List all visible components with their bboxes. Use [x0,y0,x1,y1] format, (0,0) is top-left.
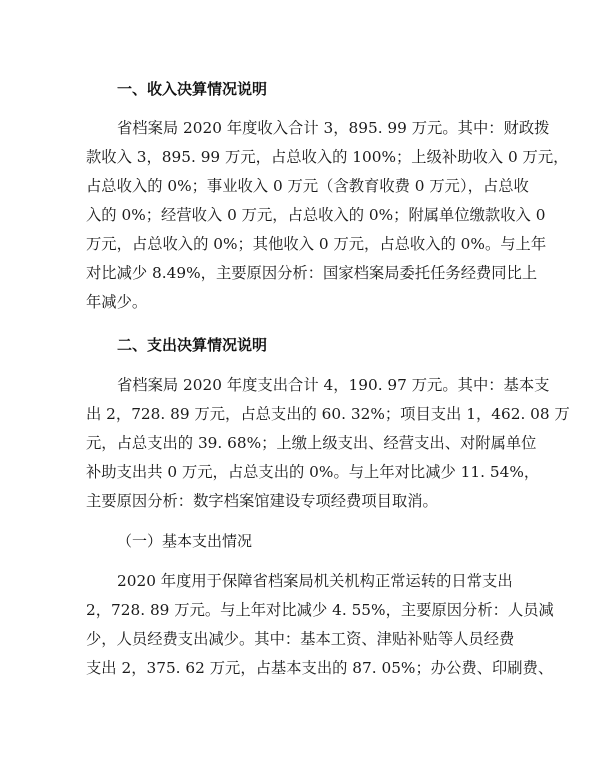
basic-expenditure-subheading: （一）基本支出情况 [117,532,253,550]
expenditure-line: 元，占总支出的 39. 68%；上缴上级支出、经营支出、对附属单位 [86,434,537,452]
expenditure-line: 省档案局 2020 年度支出合计 4，190. 97 万元。其中：基本支 [117,376,550,394]
expenditure-line: 主要原因分析：数字档案馆建设专项经费项目取消。 [86,492,438,510]
income-line: 对比减少 8.49%，主要原因分析：国家档案局委托任务经费同比上 [86,264,538,282]
expenditure-line: 出 2，728. 89 万元，占总支出的 60. 32%；项目支出 1，462. 08 万 [86,405,570,423]
basic-line: 2020 年度用于保障省档案局机关机构正常运转的日常支出 [117,572,513,590]
income-line: 款收入 3，895. 99 万元，占总收入的 100%；上级补助收入 0 万元， [86,148,569,166]
expenditure-paragraph [86,371,570,516]
income-line: 入的 0%；经营收入 0 万元，占总收入的 0%；附属单位缴款收入 0 [86,206,546,224]
income-line: 万元，占总收入的 0%；其他收入 0 万元，占总收入的 0%。与上年 [86,235,547,253]
income-line: 占总收入的 0%；事业收入 0 万元（含教育收费 0 万元），占总收 [86,177,529,195]
basic-line: 少，人员经费支出减少。其中：基本工资、津贴补贴等人员经费 [86,630,515,648]
income-line: 年减少。 [86,293,148,311]
income-paragraph [86,114,569,317]
expenditure-section-heading: 二、支出决算情况说明 [117,336,268,354]
income-line: 省档案局 2020 年度收入合计 3，895. 99 万元。其中：财政拨 [117,119,550,137]
expenditure-line: 补助支出共 0 万元，占总支出的 0%。与上年对比减少 11. 54%， [86,463,540,481]
basic-line: 2，728. 89 万元。与上年对比减少 4. 55%，主要原因分析：人员减 [86,601,554,619]
basic-line: 支出 2，375. 62 万元，占基本支出的 87. 05%；办公费、印刷费、 [86,659,554,677]
basic-expenditure-paragraph [86,567,554,683]
income-section-heading: 一、收入决算情况说明 [117,80,268,98]
